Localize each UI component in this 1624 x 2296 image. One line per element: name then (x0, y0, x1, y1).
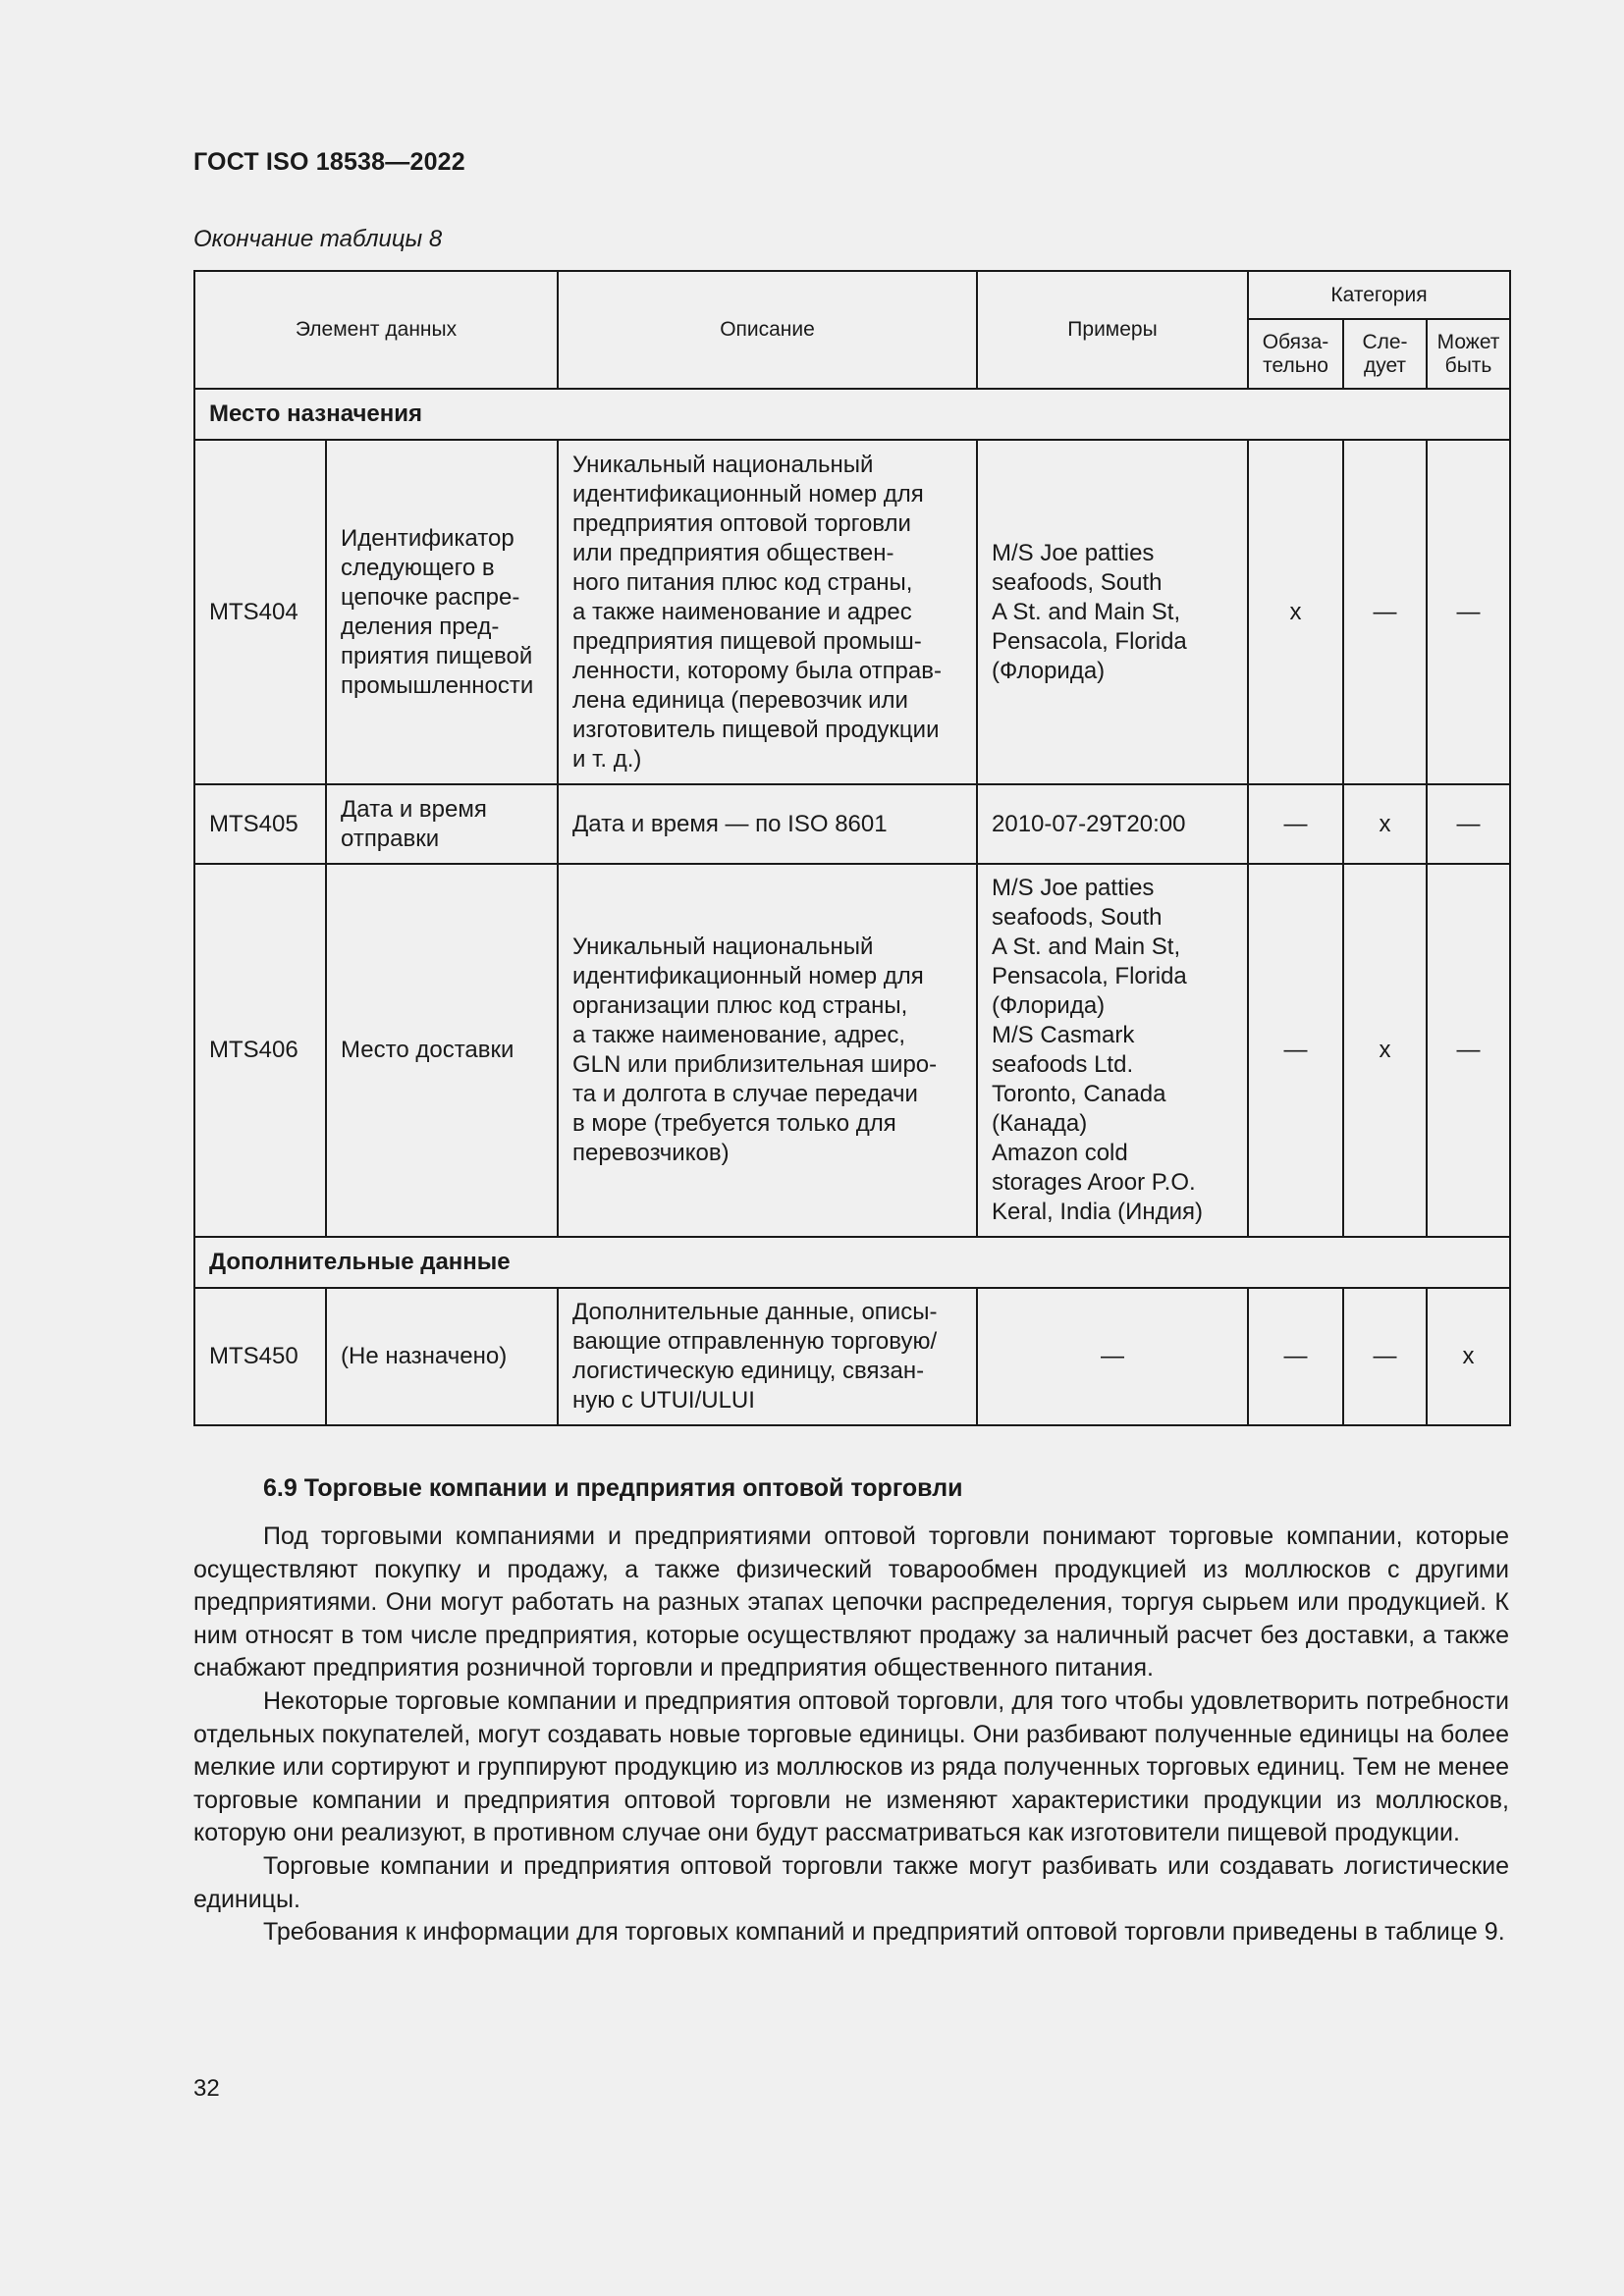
row-description: Дата и время — по ISO 8601 (558, 784, 977, 864)
document-header: ГОСТ ISO 18538—2022 (193, 148, 465, 176)
row-examples: 2010-07-29T20:00 (977, 784, 1248, 864)
row-code: MTS405 (194, 784, 326, 864)
row-element-name: Идентификатор следующего в цепочке распре- деления пред- приятия пищевой промышленности (326, 440, 558, 784)
row-code: MTS406 (194, 864, 326, 1237)
row-description: Уникальный национальный идентификационный номер для предприятия оптовой торговли или предприятия обществен- ного питания плюс код страны, а также наименование и адрес предприятия пищевой промыш- ленности, которому была отправ- лена единица (перевозчик или изготовитель пищевой продукции и т. д.) (558, 440, 977, 784)
table-row (194, 440, 1510, 784)
row-code: MTS404 (194, 440, 326, 784)
row-cat-may: x (1427, 1288, 1510, 1425)
header-category: Категория (1248, 271, 1510, 319)
paragraph: Некоторые торговые компании и предприятия оптовой торговли, для того чтобы удовлетворить потребности отдельных покупателей, могут создавать новые торговые единицы. Они разбивают полученные единицы на более мелкие или сортируют и группируют продукцию из моллюсков из ряда полученных торговых единиц. Тем не менее торговые компании и предприятия оптовой торговли не изменяют характеристики продукции из моллюсков, которую они реализуют, в противном случае они будут рассматриваться как изготовители пищевой продукции. (193, 1686, 1509, 1847)
row-cat-mandatory: — (1248, 864, 1343, 1237)
data-elements-table (193, 270, 1511, 1426)
row-examples: M/S Joe patties seafoods, South A St. and Main St, Pensacola, Florida (Флорида) (977, 440, 1248, 784)
table-row (194, 1288, 1510, 1425)
row-cat-mandatory: — (1248, 784, 1343, 864)
row-element-name: Дата и время отправки (326, 784, 558, 864)
row-description: Дополнительные данные, описы- вающие отправленную торговую/ логистическую единицу, связан- ную с UTUI/ULUI (558, 1288, 977, 1425)
header-cat-may: Может быть (1427, 319, 1510, 389)
page-number: 32 (193, 2075, 220, 2102)
table-row (194, 784, 1510, 864)
row-cat-may: — (1427, 784, 1510, 864)
header-description: Описание (558, 271, 977, 389)
paragraph: Требования к информации для торговых компаний и предприятий оптовой торговли приведены в таблице 9. (263, 1918, 1505, 1947)
row-element-name: (Не назначено) (326, 1288, 558, 1425)
row-cat-may: — (1427, 864, 1510, 1237)
row-examples: — (977, 1288, 1248, 1425)
row-examples: M/S Joe patties seafoods, South A St. and Main St, Pensacola, Florida (Флорида) M/S Casmark seafoods Ltd. Toronto, Canada (Канада) Amazon cold storages Aroor P.O. Keral, India (Индия) (977, 864, 1248, 1237)
header-cat-mandatory: Обяза- тельно (1248, 319, 1343, 389)
header-cat-should: Сле- дует (1343, 319, 1427, 389)
row-cat-should: — (1343, 440, 1427, 784)
section-body (193, 1521, 1509, 1949)
row-cat-mandatory: — (1248, 1288, 1343, 1425)
table-row (194, 864, 1510, 1237)
table-caption: Окончание таблицы 8 (193, 226, 443, 252)
header-element: Элемент данных (194, 271, 558, 389)
row-element-name: Место доставки (326, 864, 558, 1237)
row-cat-mandatory: x (1248, 440, 1343, 784)
section-row-additional: Дополнительные данные (194, 1237, 1510, 1288)
section-heading: 6.9 Торговые компании и предприятия оптовой торговли (263, 1474, 963, 1502)
row-code: MTS450 (194, 1288, 326, 1425)
section-row-destination: Место назначения (194, 389, 1510, 440)
paragraph: Торговые компании и предприятия оптовой торговли также могут разбивать или создавать логистические единицы. (193, 1851, 1509, 1913)
header-examples: Примеры (977, 271, 1248, 389)
paragraph: Под торговыми компаниями и предприятиями оптовой торговли понимают торговые компании, которые осуществляют покупку и продажу, а также физический товарообмен продукцией из моллюсков с другими предприятиями. Они могут работать на разных этапах цепочки распределения, торгуя сырьем или продукцией. К ним относят в том числе предприятия, которые осуществляют продажу за наличный расчет без доставки, а также снабжают предприятия розничной торговли и предприятия общественного питания. (193, 1522, 1509, 1682)
row-cat-may: — (1427, 440, 1510, 784)
row-description: Уникальный национальный идентификационный номер для организации плюс код страны, а также наименование, адрес, GLN или приблизительная широ- та и долгота в случае передачи в море (требуется только для перевозчиков) (558, 864, 977, 1237)
row-cat-should: — (1343, 1288, 1427, 1425)
row-cat-should: x (1343, 784, 1427, 864)
row-cat-should: x (1343, 864, 1427, 1237)
